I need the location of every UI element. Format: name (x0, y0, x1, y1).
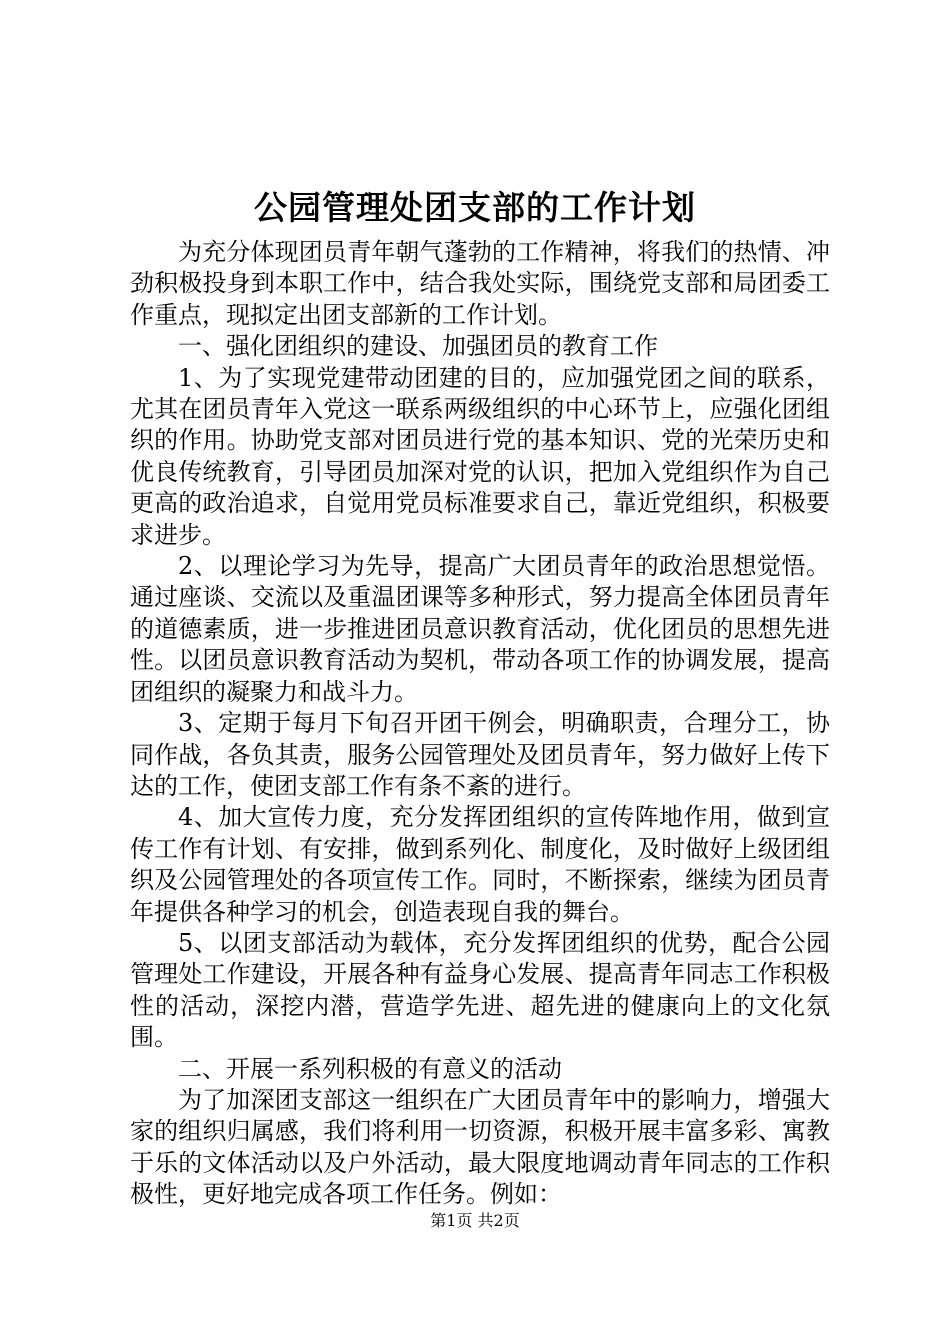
paragraph: 为了加深团支部这一组织在广大团员青年中的影响力，增强大家的组织归属感，我们将利用一切资源，积极开展丰富多彩、寓教于乐的文体活动以及户外活动，最大限度地调动青年同志的工作积极性，更好地完成各项工作任务。例如： (130, 1085, 830, 1209)
document-title: 公园管理处团支部的工作计划 (254, 188, 696, 227)
paragraph: 为充分体现团员青年朝气蓬勃的工作精神，将我们的热情、冲劲积极投身到本职工作中，结合我处实际，围绕党支部和局团委工作重点，现拟定出团支部新的工作计划。 (130, 238, 830, 329)
paragraph: 3、定期于每月下旬召开团干例会，明确职责，合理分工，协同作战，各负其责，服务公园管理处及团员青年，努力做好上传下达的工作，使团支部工作有条不紊的进行。 (130, 709, 830, 800)
paragraph: 1、为了实现党建带动团建的目的，应加强党团之间的联系，尤其在团员青年入党这一联系两级组织的中心环节上，应强化团组织的作用。协助党支部对团员进行党的基本知识、党的光荣历史和优良传统教育，引导团员加深对党的认识，把加入党组织作为自己更高的政治追求，自觉用党员标准要求自己，靠近党组织，积极要求进步。 (130, 363, 830, 549)
page-footer: 第1页 共2页 (430, 1211, 520, 1230)
document-body (130, 237, 830, 1211)
paragraph: 4、加大宣传力度，充分发挥团组织的宣传阵地作用，做到宣传工作有计划、有安排，做到系列化、制度化，及时做好上级团组织及公园管理处的各项宣传工作。同时，不断探索，继续为团员青年提供各种学习的机会，创造表现自我的舞台。 (130, 803, 830, 926)
section-heading: 二、开展一系列积极的有意义的活动 (178, 1054, 562, 1083)
section-heading: 一、强化团组织的建设、加强团员的教育工作 (178, 332, 658, 361)
paragraph: 5、以团支部活动为载体，充分发挥团组织的优势，配合公园管理处工作建设，开展各种有益身心发展、提高青年同志工作积极性的活动，深挖内潜，营造学先进、超先进的健康向上的文化氛围。 (130, 928, 830, 1052)
paragraph: 2、以理论学习为先导，提高广大团员青年的政治思想觉悟。通过座谈、交流以及重温团课等多种形式，努力提高全体团员青年的道德素质，进一步推进团员意识教育活动，优化团员的思想先进性。以团员意识教育活动为契机，带动各项工作的协调发展，提高团组织的凝聚力和战斗力。 (130, 552, 830, 706)
